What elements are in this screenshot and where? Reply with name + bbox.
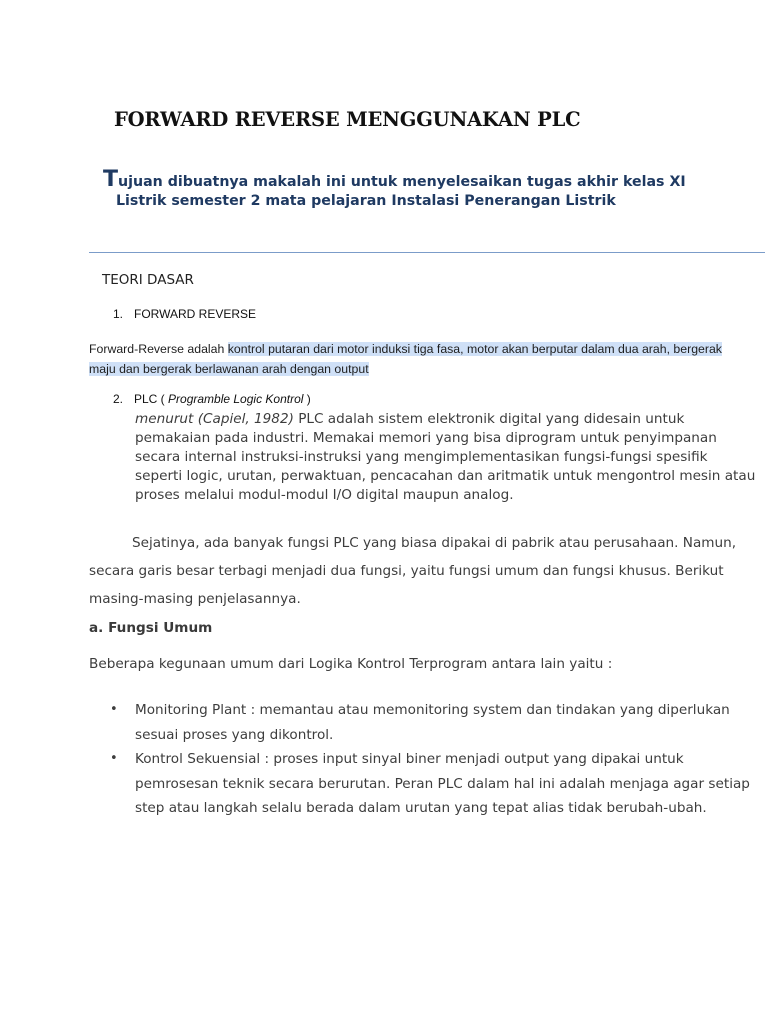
list-item-line: step atau langkah selalu berada dalam urutan yang tepat alias tidak berubah-ubah. [135, 800, 707, 816]
list-item [108, 747, 768, 821]
bullet-icon: • [110, 702, 118, 717]
paragraph-text: Forward-Reverse adalah [89, 342, 228, 356]
citation: menurut (Capiel, 1982) [135, 411, 294, 427]
plc-definition-line: secara internal instruksi-instruksi yang mengimplementasikan fungsi-fungsi spesifik [135, 449, 708, 465]
bullet-list [108, 698, 768, 821]
document-subtitle [103, 167, 763, 211]
forward-reverse-paragraph [89, 339, 759, 379]
highlighted-text: kontrol putaran dari motor induksi tiga fasa, motor akan berputar dalam dua arah, bergerak [227, 342, 722, 356]
item-label-prefix: PLC ( [134, 392, 169, 406]
document-title: FORWARD REVERSE MENGGUNAKAN PLC [114, 108, 581, 131]
highlighted-text: maju dan bergerak berlawanan arah dengan output [89, 362, 369, 376]
list-item-line: Monitoring Plant : memantau atau memonitoring system dan tindakan yang diperlukan [135, 702, 730, 718]
list-item-line: Kontrol Sekuensial : proses input sinyal biner menjadi output yang dipakai untuk [135, 751, 684, 767]
item-label-italic: Programble Logic Kontrol [168, 392, 304, 406]
numbered-item-2 [113, 392, 311, 406]
plc-definition-line [135, 410, 765, 429]
functions-paragraph [89, 529, 759, 613]
list-item [108, 698, 768, 747]
subtitle-line-1-text: ujuan dibuatnya makalah ini untuk menyelesaikan tugas akhir kelas XI [118, 174, 686, 190]
plc-definition-line: proses melalui modul-modul I/O digital maupun analog. [135, 487, 514, 503]
plc-definition-line: seperti logic, urutan, perwaktuan, pencacahan dan aritmatik untuk mengontrol mesin atau [135, 468, 756, 484]
paragraph-line: Sejatinya, ada banyak fungsi PLC yang biasa dipakai di pabrik atau perusahaan. Namun, [132, 535, 737, 551]
bullet-icon: • [110, 751, 118, 766]
item-number: 1. [113, 307, 124, 321]
list-item-line: sesuai proses yang dikontrol. [135, 726, 334, 743]
drop-cap: T [103, 167, 119, 192]
item-label-suffix: ) [303, 392, 311, 406]
subtitle-line-1 [103, 167, 763, 192]
numbered-item-1 [113, 307, 256, 321]
item-label: FORWARD REVERSE [134, 307, 257, 321]
paragraph-line: masing-masing penjelasannya. [89, 591, 301, 607]
section-heading: TEORI DASAR [102, 272, 194, 288]
list-item-line: pemrosesan teknik secara berurutan. Peran PLC dalam hal ini adalah menjaga agar setiap [135, 775, 750, 792]
horizontal-divider [89, 252, 765, 253]
plc-definition-line: pemakaian pada industri. Memakai memori yang bisa diprogram untuk penyimpanan [135, 430, 717, 446]
plc-definition [135, 410, 765, 505]
item-number: 2. [113, 392, 124, 406]
subtitle-line-2: Listrik semester 2 mata pelajaran Instalasi Penerangan Listrik [116, 193, 616, 209]
paragraph-line: secara garis besar terbagi menjadi dua fungsi, yaitu fungsi umum dan fungsi khusus. Berikut [89, 563, 724, 579]
intro-text: Beberapa kegunaan umum dari Logika Kontrol Terprogram antara lain yaitu : [89, 656, 613, 672]
sub-heading: a. Fungsi Umum [89, 620, 213, 636]
plc-definition-text: PLC adalah sistem elektronik digital yang didesain untuk [293, 411, 685, 427]
